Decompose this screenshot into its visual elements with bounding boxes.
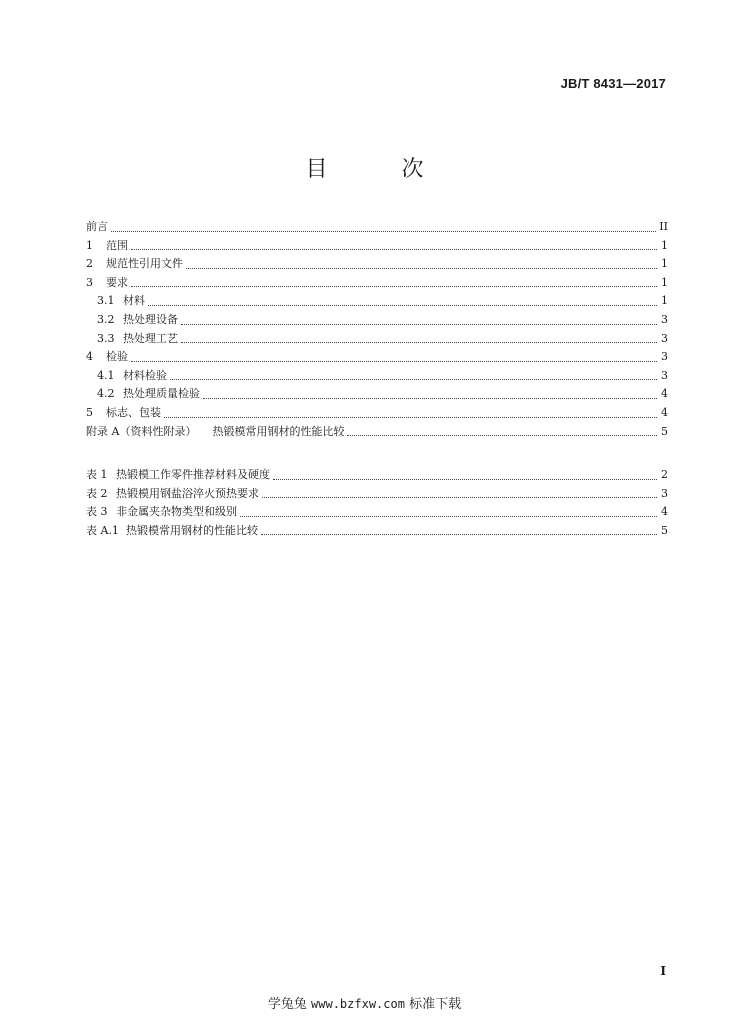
toc-entry-heat-treatment-process[interactable]	[86, 330, 668, 349]
toc-number: 4.2	[97, 387, 115, 401]
toc-number: 1	[86, 238, 93, 252]
leader-dots	[131, 360, 657, 362]
toc-page: 3	[661, 331, 668, 345]
table-entry-2[interactable]	[86, 485, 668, 504]
toc-page: 3	[661, 368, 668, 382]
toc-entry-foreword[interactable]	[86, 218, 668, 237]
toc-entry-normative-references[interactable]	[86, 255, 668, 274]
leader-dots	[186, 267, 657, 269]
toc-page: 3	[661, 350, 668, 364]
leader-dots	[273, 478, 657, 480]
leader-dots	[111, 230, 656, 232]
leader-dots	[181, 341, 657, 343]
toc-number: 4.1	[97, 368, 115, 382]
toc-page: 4	[661, 387, 668, 401]
table-label: 热锻模工作零件推荐材料及硬度	[116, 468, 270, 481]
toc-page: II	[659, 220, 668, 233]
leader-dots	[131, 285, 657, 287]
toc-number: 附录 A（资料性附录）	[86, 424, 197, 438]
table-page: 3	[661, 486, 668, 500]
table-number: 表 1	[86, 468, 108, 481]
toc-entry-scope[interactable]	[86, 237, 668, 256]
toc-label: 标志、包装	[106, 405, 161, 419]
table-entry-a1[interactable]	[86, 522, 668, 541]
table-page: 5	[661, 523, 668, 537]
leader-dots	[262, 496, 657, 498]
toc-number: 3.1	[97, 294, 115, 308]
toc-label: 范围	[106, 238, 128, 252]
leader-dots	[148, 304, 657, 306]
watermark-text: 标准下载	[409, 997, 462, 1012]
watermark-url[interactable]: www.bzfxw.com	[311, 997, 405, 1011]
toc-page: 1	[661, 275, 668, 289]
toc-label: 规范性引用文件	[106, 257, 183, 271]
table-label: 热锻模常用钢材的性能比较	[126, 523, 258, 537]
table-label: 热锻模用钢盐浴淬火预热要求	[116, 486, 259, 500]
table-of-contents	[86, 218, 668, 441]
toc-page: 3	[661, 312, 668, 326]
leader-dots	[261, 533, 657, 535]
leader-dots	[181, 323, 657, 325]
toc-label: 材料检验	[123, 368, 167, 382]
table-number: 表 3	[86, 505, 108, 519]
table-label: 非金属夹杂物类型和级别	[116, 505, 237, 519]
toc-number: 2	[86, 257, 93, 271]
leader-dots	[164, 416, 657, 418]
page-title: 目 次	[305, 157, 450, 182]
list-of-tables	[86, 466, 668, 540]
toc-entry-materials[interactable]	[86, 292, 668, 311]
toc-number: 3	[86, 275, 93, 289]
table-page: 2	[661, 468, 668, 481]
toc-entry-heat-treatment-equipment[interactable]	[86, 311, 668, 330]
toc-label: 要求	[106, 275, 128, 289]
watermark	[0, 993, 729, 1012]
table-page: 4	[661, 505, 668, 519]
toc-number: 5	[86, 405, 93, 419]
toc-page: 1	[661, 257, 668, 271]
toc-page: 1	[661, 294, 668, 308]
toc-entry-appendix-a[interactable]	[86, 423, 668, 442]
toc-label: 材料	[123, 294, 145, 308]
toc-label: 热处理质量检验	[123, 387, 200, 401]
leader-dots	[131, 248, 657, 250]
toc-entry-quality-inspection[interactable]	[86, 385, 668, 404]
leader-dots	[170, 378, 657, 380]
leader-dots	[240, 515, 657, 517]
toc-entry-material-inspection[interactable]	[86, 367, 668, 386]
table-entry-1[interactable]	[86, 466, 668, 485]
toc-entry-inspection[interactable]	[86, 348, 668, 367]
toc-page: 1	[661, 238, 668, 252]
toc-label: 前言	[86, 220, 108, 233]
toc-number: 3.2	[97, 312, 115, 326]
toc-label: 热处理设备	[123, 312, 178, 326]
document-number: JB/T 8431—2017	[560, 76, 666, 91]
table-entry-3[interactable]	[86, 503, 668, 522]
toc-label: 热处理工艺	[123, 331, 178, 345]
toc-number: 4	[86, 350, 93, 364]
toc-label: 热锻模常用钢材的性能比较	[212, 424, 345, 438]
toc-number: 3.3	[97, 331, 115, 345]
leader-dots	[347, 434, 657, 436]
toc-entry-requirements[interactable]	[86, 274, 668, 293]
leader-dots	[203, 397, 657, 399]
table-number: 表 2	[86, 486, 108, 500]
page-number: I	[660, 964, 666, 978]
watermark-site: 学兔兔	[267, 997, 307, 1012]
toc-entry-marking-packaging[interactable]	[86, 404, 668, 423]
toc-page: 5	[661, 424, 668, 438]
table-number: 表 A.1	[86, 523, 119, 537]
toc-label: 检验	[106, 350, 128, 364]
toc-page: 4	[661, 405, 668, 419]
